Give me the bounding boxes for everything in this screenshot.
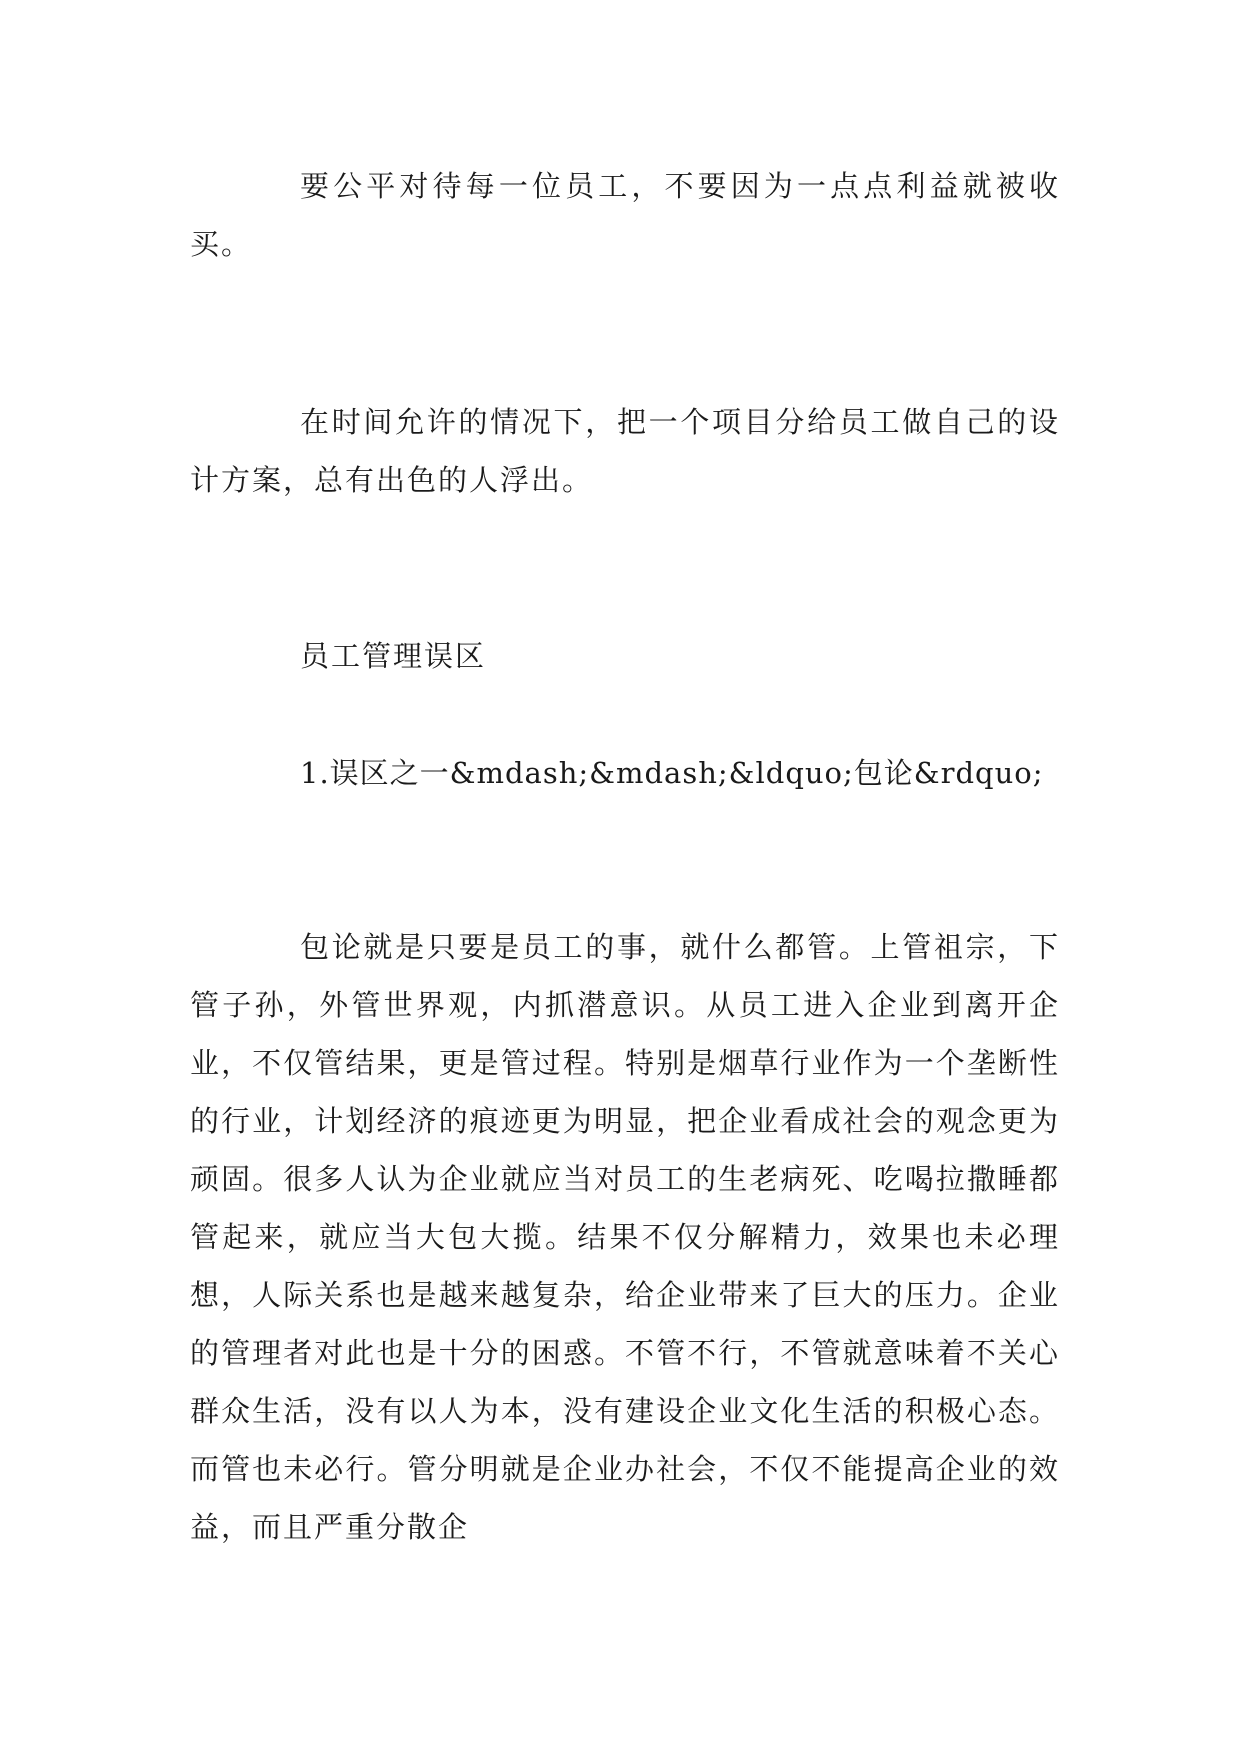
paragraph-fair-treatment: 要公平对待每一位员工，不要因为一点点利益就被收买。 (190, 169, 1060, 261)
paragraph-bao-lun: 包论就是只要是员工的事，就什么都管。上管祖宗，下管子孙，外管世界观，内抓潜意识。从员工进入企业到离开企业，不仅管结果，更是管过程。特别是烟草行业作为一个垄断性的行业，计划经济的痕迹更为明显，把企业看成社会的观念更为顽固。很多人认为企业就应当对员工的生老病死、吃喝拉撒睡都管起来，就应当大包大揽。结果不仅分解精力，效果也未必理想，人际关系也是越来越复杂，给企业带来了巨大的压力。企业的管理者对此也是十分的困惑。不管不行，不管就意味着不关心群众生活，没有以人为本，没有建设企业文化生活的积极心态。而管也未必行。管分明就是企业办社会，不仅不能提高企业的效益，而且严重分散企 (190, 930, 1060, 1544)
subheading-pitfall-one: 1.误区之一&mdash;&mdash;&ldquo;包论&rdquo; (300, 756, 1044, 790)
paragraph-project-design: 在时间允许的情况下，把一个项目分给员工做自己的设计方案，总有出色的人浮出。 (190, 405, 1060, 497)
section-heading-management-pitfalls: 员工管理误区 (300, 639, 487, 673)
